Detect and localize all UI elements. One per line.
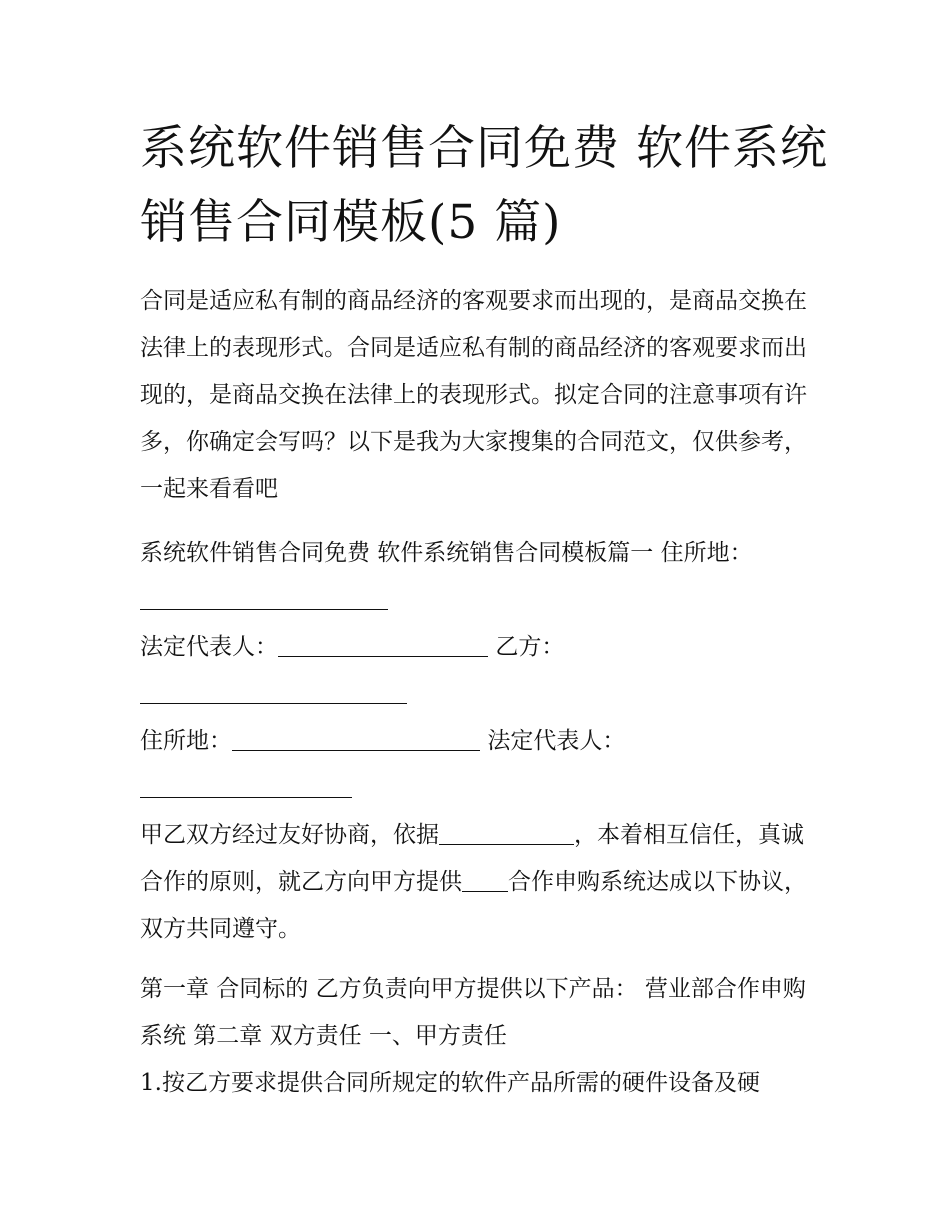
party-b-blank[interactable] (140, 677, 407, 704)
party-b-label: 乙方： (495, 634, 565, 660)
agreement-text-3: 合作申购系统达成以下协议，双方共同遵守。 (140, 869, 807, 942)
chapter-paragraph: 第一章 合同标的 乙方负责向甲方提供以下产品： 营业部合作申购系统 第二章 双方责任 一、甲方责任 (140, 976, 806, 1049)
address-line (140, 718, 820, 812)
address-b-blank[interactable] (232, 724, 480, 751)
party-line (140, 624, 820, 718)
agreement-paragraph (140, 812, 820, 953)
address-a-blank[interactable] (140, 583, 388, 610)
intro-paragraph: 合同是适应私有制的商品经济的客观要求而出现的，是商品交换在法律上的表现形式。合同是适应私有制的商品经济的客观要求而出现的，是商品交换在法律上的表现形式。拟定合同的注意事项有许多，你确定会写吗？以下是我为大家搜集的合同范文，仅供参考，一起来看看吧 (140, 288, 807, 502)
item-1-paragraph: 1.按乙方要求提供合同所规定的软件产品所需的硬件设备及硬 (140, 1070, 760, 1096)
document-title: 系统软件销售合同免费 软件系统销售合同模板(5 篇) (140, 121, 828, 250)
agreement-text-1: 甲乙双方经过友好协商，依据 (140, 822, 439, 848)
party-b-rep-blank[interactable] (140, 771, 352, 798)
basis-blank[interactable] (439, 818, 574, 845)
party-b-rep-label: 法定代表人： (487, 728, 626, 754)
contract-heading-line (140, 530, 820, 624)
system-blank[interactable] (462, 865, 508, 892)
contract-heading-text: 系统软件销售合同免费 软件系统销售合同模板篇一 住所地： (140, 540, 753, 566)
address-label: 住所地： (140, 728, 232, 754)
party-a-rep-blank[interactable] (278, 630, 488, 657)
party-a-rep-label: 法定代表人： (140, 634, 278, 660)
agreement-text-2: ，本着相互信任，真诚合作的原则，就乙方向甲方提供 (140, 822, 804, 895)
